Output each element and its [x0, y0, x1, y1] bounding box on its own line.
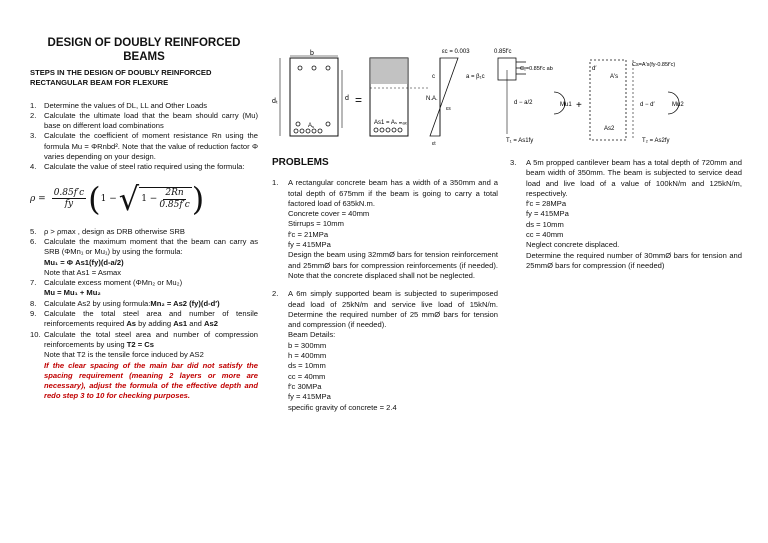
label-d: d: [345, 95, 349, 102]
problems-heading: PROBLEMS: [272, 157, 329, 168]
right-column: [510, 158, 742, 279]
steel-ratio-formula: ρ = $\frac{0.85f'c}{fy}$ ( 1 − √ 1 − $\frac{2Rn}{0.85f'c}$ ): [30, 179, 205, 218]
equals-sign: =: [355, 93, 363, 107]
spacing-note: If the clear spacing of the main bar did not satisfy the spacing requirement (meaning 2 layers or more are necessary), adjust the formula of the effective depth and redo step 3 to 10 for checking purposes.: [44, 360, 258, 401]
step-item: 8. Calculate As2 by using formula:Mn₂ = As2 (fy)(d-d′): [30, 298, 220, 308]
label-dt: dₜ: [272, 98, 278, 105]
problem-1: 1. A rectangular concrete beam has a width of a 350mm and a total depth of 675mm if the beam is going to carry a total factored load of 635kN.m. Concrete cover = 40mm Stirrups = 10mm f′c = 21MPa fy = 415MPa Design the beam using 32mmØ bars for tension reinforcement and 25mmØ bars for compression reinforcements (if needed). Note that the concrete displaced shall not be neglected.: [272, 178, 498, 280]
step-item: 2. Calculate the ultimate load that the beam should carry (Mu) base on different load combinations: [30, 110, 258, 131]
label-na: N.A.: [426, 96, 438, 102]
compression-bars: [298, 66, 330, 70]
steps-heading: STEPS IN THE DESIGN OF DOUBLY REINFORCED RECTANGULAR BEAM FOR FLEXURE: [30, 68, 212, 88]
step-item: 4. Calculate the value of steel ratio required using the formula:: [30, 162, 245, 172]
label-d-minus-a2: d − a/2: [514, 100, 533, 106]
label-b: b: [310, 50, 314, 57]
problem-3: 3. A 5m propped cantilever beam has a total depth of 720mm and beam width of 350mm. The beam is subjected to service dead load and live load of a value of 100kN/m and 125kN/m, respectively. f′c = 28MPa fy = 415MPa ds = 10mm cc = 40mm Neglect concrete displaced. Determine the required number of 30mmØ bars for tension and 25mmØ bars for compression (if needed): [510, 158, 742, 270]
steps-list: [30, 101, 258, 402]
label-t2: T₂ = As2fy: [642, 138, 670, 144]
step-item: 10. Calculate the total steel area and number of compression reinforcements by using T2 = Cs Note that T2 is the tensile force induced by AS2 If the clear spacing of the main bar did not satisfy the spacing requirement (meaning 2 layers or more are necessary), adjust the formula of the effective depth and redo step 3 to 10 for checking purposes.: [30, 329, 258, 401]
doubly-reinforced-beam-diagram: [270, 48, 740, 152]
label-as1: As1 = Aₛ ₘₐₓ: [374, 120, 407, 126]
label-t1: T₁ = As1fy: [506, 138, 534, 144]
label-cs: Cs=A′s(fy-0.85f′c): [632, 62, 676, 68]
label-mu1: Mu1: [560, 102, 572, 108]
label-cc: C꜀=0.85f′c ab: [520, 66, 553, 72]
label-es: εs: [446, 106, 451, 112]
label-as: As: [307, 123, 315, 129]
label-c: c: [432, 74, 435, 80]
plus-sign: +: [576, 100, 582, 111]
label-ec: εc = 0.003: [442, 49, 470, 55]
step-item: 6. Calculate the maximum moment that the beam can carry as SRB (ΦMn₁ or Mu₁) by using the formula: Mu₁ = Φ As1(fy)(d-a/2) Note that As1 = Asmax: [30, 236, 258, 277]
step-item: 7. Calculate excess moment (ΦMn₂ or Mu₂) Mu = Mu₁ + Mu₂: [30, 278, 183, 298]
step-item: 9. Calculate the total steel area and number of tensile reinforcements required As by adding As1 and As2: [30, 309, 258, 329]
label-as-prime: A′s: [610, 74, 619, 80]
label-et: εt: [432, 141, 436, 147]
label-mu2: Mu2: [672, 102, 684, 108]
left-column: [30, 36, 258, 402]
step-item: 1. Determine the values of DL, LL and Other Loads: [30, 100, 208, 110]
problem-2: 2. A 6m simply supported beam is subjected to superimposed dead load of 25kN/m and service live load of 15kN/m. Determine the required number of 25 mmØ bars for tension and compression (if needed). Beam Details: b = 300mm h = 400mm ds = 10mm cc = 40mm f′c 30MPa fy = 415MPa specific gravity of concrete = 2.4: [272, 289, 498, 412]
label-a: a = β₁c: [466, 74, 485, 80]
step-item: 3. Calculate the coefficient of moment resistance Rn using the formula Mu = ΦRnbd². Note that the value of reduction factor Φ varies depending on your design.: [30, 131, 258, 162]
step-item: 5. ρ > ρmax , design as DRB otherwise SRB: [30, 226, 185, 236]
middle-column: [272, 158, 498, 421]
label-d-minus-dprime: d − d′: [640, 102, 655, 108]
page-title: DESIGN OF DOUBLY REINFORCED BEAMS: [47, 37, 241, 63]
label-as2: As2: [604, 126, 615, 132]
label-stress: 0.85f′c: [494, 49, 512, 55]
label-dprime: d′: [592, 66, 597, 72]
